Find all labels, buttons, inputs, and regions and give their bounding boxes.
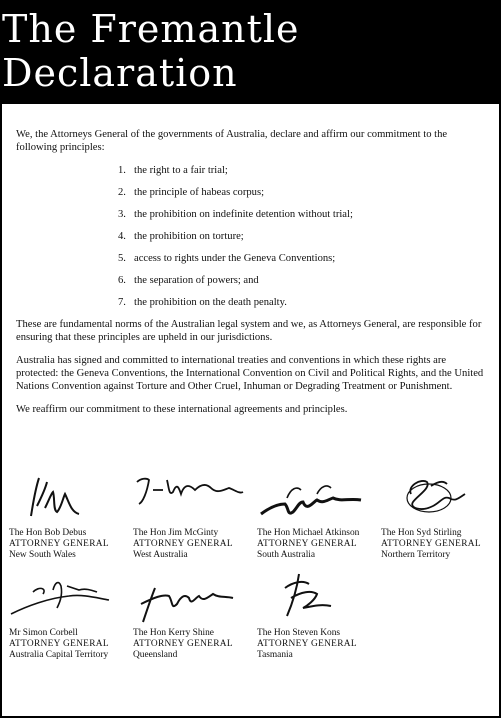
intro-paragraph: We, the Attorneys General of the governments of Australia, declare and affirm our commitment to the following principles: [16,129,448,154]
signatory-role: ATTORNEY GENERAL [9,639,109,649]
signatory-state: New South Wales [9,550,76,560]
signatory-name: The Hon Bob Debus [9,528,87,538]
signatory-name: The Hon Syd Stirling [381,528,462,538]
list-item [118,164,485,177]
signature-row-2 [2,568,499,661]
page-title: The Fremantle Declaration [2,7,300,95]
signature-atkinson [257,468,372,528]
signatory-role: ATTORNEY GENERAL [133,639,233,649]
signature-block [250,568,374,661]
list-item [118,230,485,243]
signatory-name: The Hon Kerry Shine [133,628,214,638]
signature-kons [257,568,367,628]
declaration-body [2,104,499,416]
signatory-name: The Hon Jim McGinty [133,528,219,538]
signature-block [2,468,126,561]
signatory-state: Tasmania [257,650,293,660]
item-number: 4. [118,230,126,242]
signatory-state: South Australia [257,550,316,560]
item-number: 7. [118,296,126,308]
signature-shine [133,568,248,628]
signatory-state: Northern Territory [381,550,451,560]
reaffirm-paragraph: We reaffirm our commitment to these international agreements and principles. [16,403,348,415]
signatory-state: Australia Capital Territory [9,650,109,660]
signature-block [374,468,498,561]
signatory-name: Mr Simon Corbell [9,628,78,638]
signature-block [126,468,250,561]
signature-block [2,568,126,661]
item-text: the right to a fair trial; [134,164,228,176]
signatory-state: West Australia [133,550,188,560]
list-item [118,186,485,199]
signature-block [126,568,250,661]
signature-row-1 [2,468,499,561]
list-item [118,208,485,221]
treaties-paragraph: Australia has signed and committed to international treaties and conventions in which these rights are protected: the Geneva Conventions, the International Convention on Civil and Political Rights, and the United Nations Convention against Torture and Other Cruel, Inhuman or Degrading Treatment or Punishment. [16,354,484,393]
signatory-role: ATTORNEY GENERAL [133,539,233,549]
signatory-role: ATTORNEY GENERAL [381,539,481,549]
signatory-role: ATTORNEY GENERAL [9,539,109,549]
item-number: 6. [118,274,126,286]
title-banner [2,2,499,104]
item-number: 1. [118,164,126,176]
norms-paragraph: These are fundamental norms of the Australian legal system and we, as Attorneys General, are responsible for ensuring that these principles are upheld in our jurisdictions. [16,318,482,344]
list-item [118,274,485,287]
item-text: the prohibition on the death penalty. [134,296,287,308]
signature-block [250,468,374,561]
signatory-role: ATTORNEY GENERAL [257,539,357,549]
signature-stirling [381,468,491,528]
signature-debus [9,468,109,528]
signatory-name: The Hon Michael Atkinson [257,528,360,538]
list-item [118,252,485,265]
signatory-role: ATTORNEY GENERAL [257,639,357,649]
item-text: the principle of habeas corpus; [134,186,265,198]
signature-mcginty [133,468,248,528]
item-number: 3. [118,208,126,220]
signatory-state: Queensland [133,650,178,660]
signature-corbell [9,568,119,628]
item-text: the prohibition on indefinite detention without trial; [134,208,353,220]
item-number: 2. [118,186,126,198]
item-text: access to rights under the Geneva Conventions; [134,252,336,264]
list-item [118,296,485,309]
item-text: the separation of powers; and [134,274,259,286]
signatory-name: The Hon Steven Kons [257,628,341,638]
principles-list [16,164,485,309]
item-text: the prohibition on torture; [134,230,244,242]
item-number: 5. [118,252,126,264]
